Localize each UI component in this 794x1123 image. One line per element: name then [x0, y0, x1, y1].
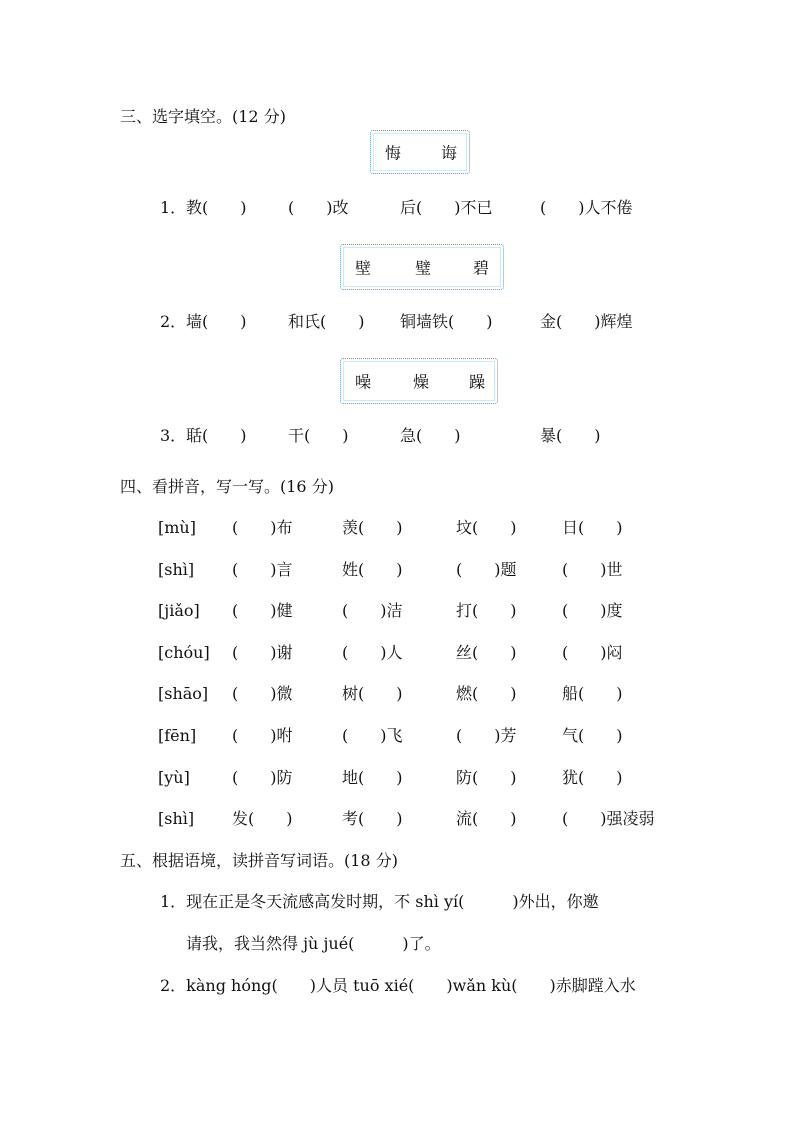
- q3-item-2: 干( ): [288, 426, 349, 445]
- pinyin-label: [shì]: [158, 809, 195, 829]
- q1-item-2: ( )改: [288, 198, 349, 217]
- pinyin-blank-item: 船( ): [562, 684, 623, 704]
- pinyin-blank-item: 丝( ): [456, 642, 517, 662]
- s5-q1-line-1: 1．现在正是冬天流感高发时期，不 shì yí( )外出，你邀: [160, 892, 599, 911]
- section-4-title: 四、看拼音，写一写。(16 分): [120, 477, 334, 496]
- pinyin-blank-item: ( )题: [456, 559, 517, 579]
- char-box-1: [370, 130, 470, 174]
- pinyin-blank-item: ( )防: [232, 767, 293, 787]
- pinyin-blank-item: 日( ): [562, 518, 623, 537]
- q3-item-1: 聒( ): [186, 426, 247, 445]
- q2-number: 2．: [160, 312, 187, 331]
- char-box-3-char-1: 噪: [354, 372, 372, 392]
- section-5-title: 五、根据语境，读拼音写词语。(18 分): [120, 851, 398, 870]
- q2-item-4: 金( )辉煌: [540, 312, 633, 331]
- q1-item-3: 后( )不已: [400, 198, 493, 217]
- char-box-2: [340, 244, 504, 290]
- pinyin-blank-item: 打( ): [456, 601, 517, 621]
- section-3-title: 三、选字填空。(12 分): [120, 107, 286, 126]
- pinyin-blank-item: ( )健: [232, 601, 293, 621]
- char-box-2-char-1: 壁: [354, 258, 372, 278]
- pinyin-blank-item: ( )人: [342, 642, 403, 662]
- q1-number: 1．: [160, 198, 187, 217]
- char-box-3-char-3: 躁: [468, 372, 486, 392]
- q3-item-4: 暴( ): [540, 426, 601, 445]
- pinyin-blank-item: ( )世: [562, 559, 623, 579]
- pinyin-blank-item: 坟( ): [456, 518, 517, 537]
- pinyin-blank-item: ( )微: [232, 684, 293, 704]
- pinyin-blank-item: ( )芳: [456, 726, 517, 745]
- pinyin-blank-item: 羡( ): [342, 518, 403, 537]
- pinyin-blank-item: 气( ): [562, 726, 623, 745]
- q1-item-1: 教( ): [186, 198, 247, 217]
- pinyin-blank-item: ( )洁: [342, 601, 403, 621]
- s5-q1-line-2: 请我，我当然得 jù jué( )了。: [186, 934, 441, 953]
- q3-number: 3．: [160, 426, 187, 445]
- pinyin-blank-item: 犹( ): [562, 767, 623, 787]
- q3-item-3: 急( ): [400, 426, 461, 445]
- pinyin-blank-item: 姓( ): [342, 559, 403, 579]
- q2-item-1: 墙( ): [186, 312, 247, 331]
- pinyin-label: [chóu]: [158, 642, 210, 662]
- pinyin-blank-item: 地( ): [342, 767, 403, 787]
- pinyin-blank-item: ( )度: [562, 601, 623, 621]
- pinyin-blank-item: 发( ): [232, 809, 293, 829]
- char-box-2-char-3: 碧: [472, 258, 490, 278]
- pinyin-blank-item: 考( ): [342, 809, 403, 829]
- pinyin-blank-item: ( )闷: [562, 642, 623, 662]
- pinyin-blank-item: ( )言: [232, 559, 293, 579]
- pinyin-label: [shì]: [158, 559, 195, 579]
- s5-q2: 2．kàng hóng( )人员 tuō xié( )wǎn kù( )赤脚蹚入水: [160, 976, 636, 995]
- q2-item-2: 和氏( ): [288, 312, 365, 331]
- pinyin-blank-item: ( )飞: [342, 726, 403, 745]
- char-box-1-char-1: 悔: [384, 143, 402, 163]
- pinyin-label: [jiǎo]: [158, 601, 200, 621]
- pinyin-blank-item: 防( ): [456, 767, 517, 787]
- pinyin-label: [fēn]: [158, 726, 197, 745]
- q2-item-3: 铜墙铁( ): [400, 312, 493, 331]
- pinyin-label: [shāo]: [158, 684, 209, 704]
- pinyin-blank-item: ( )强凌弱: [562, 809, 655, 829]
- pinyin-blank-item: 燃( ): [456, 684, 517, 704]
- pinyin-label: [mù]: [158, 518, 196, 537]
- char-box-1-char-2: 诲: [440, 143, 458, 163]
- char-box-2-char-2: 璧: [414, 258, 432, 278]
- char-box-3: [340, 358, 498, 404]
- pinyin-blank-item: ( )布: [232, 518, 293, 537]
- pinyin-blank-item: ( )咐: [232, 726, 293, 745]
- char-box-3-char-2: 燥: [412, 372, 430, 392]
- q1-item-4: ( )人不倦: [540, 198, 633, 217]
- pinyin-blank-item: ( )谢: [232, 642, 293, 662]
- pinyin-blank-item: 流( ): [456, 809, 517, 829]
- pinyin-label: [yù]: [158, 767, 190, 787]
- pinyin-blank-item: 树( ): [342, 684, 403, 704]
